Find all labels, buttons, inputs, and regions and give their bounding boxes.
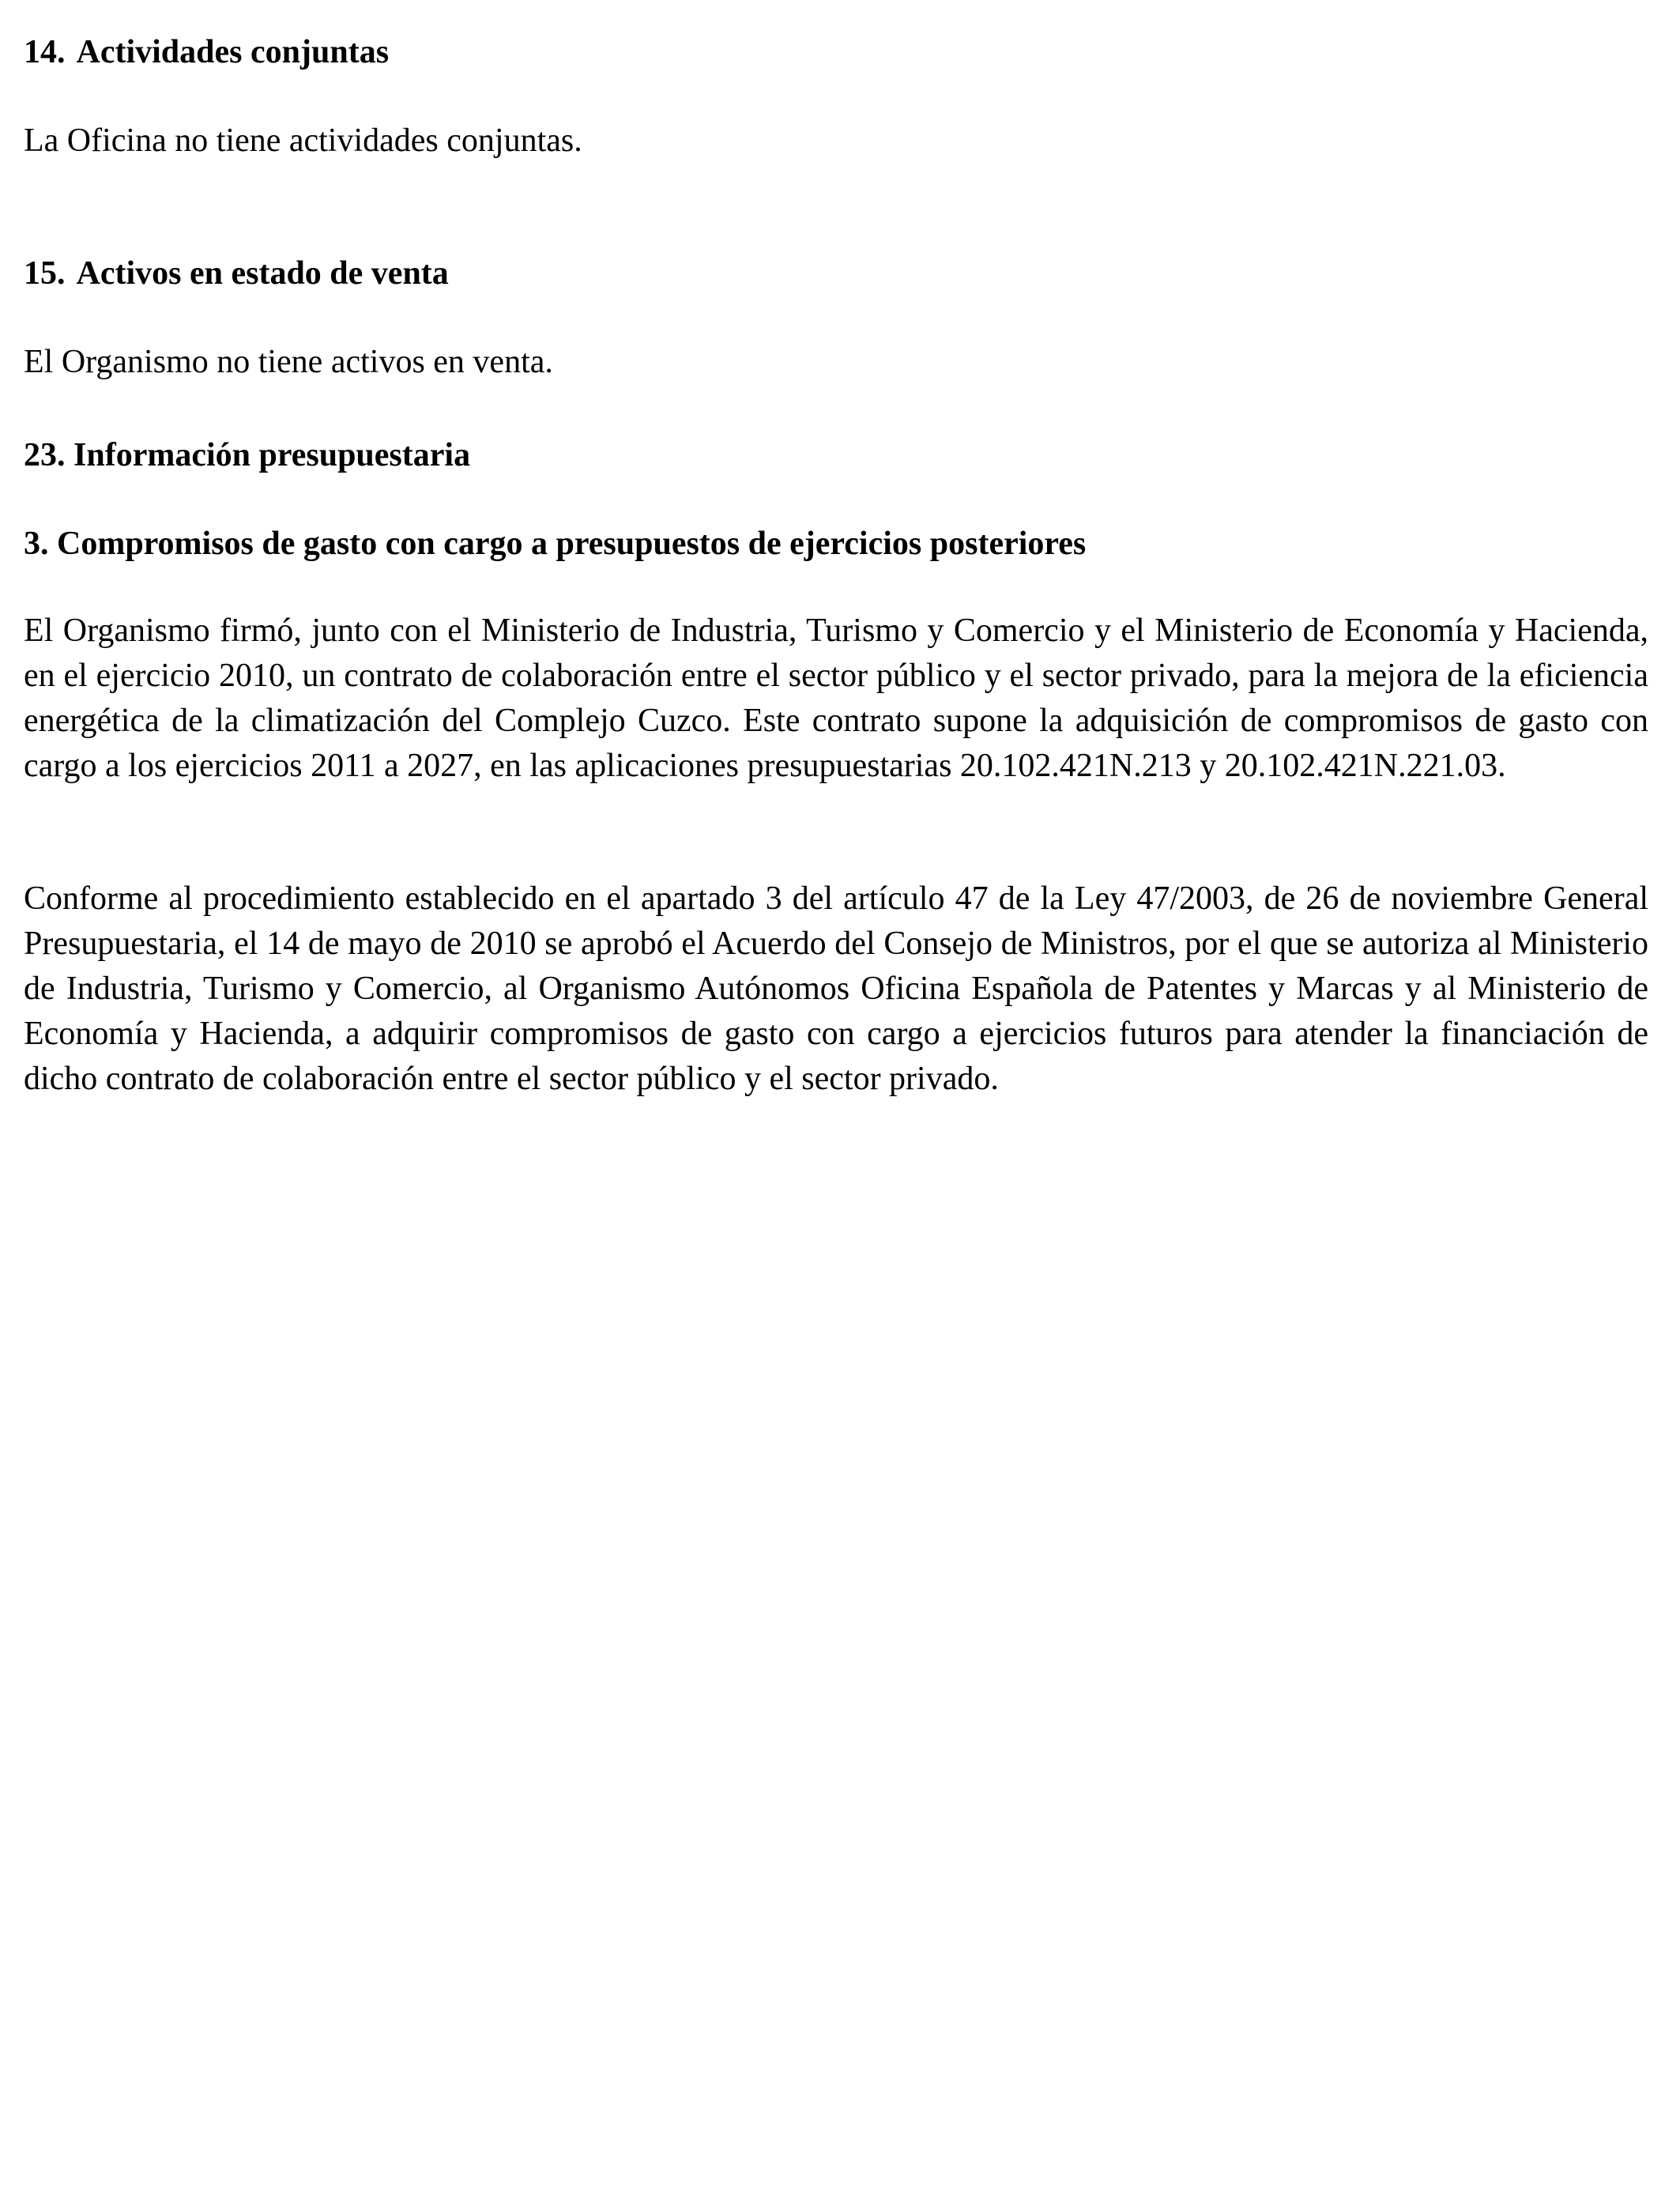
- section-23-heading: 23. Información presupuestaria: [24, 437, 471, 473]
- section-14-number: 14.: [24, 34, 66, 70]
- section-15-heading: [24, 251, 449, 296]
- section-15-number: 15.: [24, 255, 66, 292]
- section-3-paragraph-2: Conforme al procedimiento establecido en el apartado 3 del artículo 47 de la Ley 47/2003, de 26 de noviembre General Presupuestaria, el 14 de mayo de 2010 se aprobó el Acuerdo del Consejo de Ministros, por el que se autoriza al Ministerio de Industria, Turismo y Comercio, al Organismo Autónomos Oficina Española de Patentes y Marcas y al Ministerio de Economía y Hacienda, a adquirir compromisos de gasto con cargo a ejercicios futuros para atender la financiación de dicho contrato de colaboración entre el sector público y el sector privado.: [24, 880, 1648, 1097]
- section-3-paragraph-1: El Organismo firmó, junto con el Ministerio de Industria, Turismo y Comercio y el Ministerio de Economía y Hacienda, en el ejercicio 2010, un contrato de colaboración entre el sector público y el sector privado, para la mejora de la eficiencia energética de la climatización del Complejo Cuzco. Este contrato supone la adquisición de compromisos de gasto con cargo a los ejercicios 2011 a 2027, en las aplicaciones presupuestarias 20.102.421N.213 y 20.102.421N.221.03.: [24, 613, 1648, 784]
- section-14-heading: [24, 30, 389, 74]
- section-15-title: Activos en estado de venta: [76, 255, 449, 292]
- section-14-text: La Oficina no tiene actividades conjuntas.: [24, 123, 582, 159]
- section-3-heading: 3. Compromisos de gasto con cargo a presupuestos de ejercicios posteriores: [24, 526, 1087, 562]
- section-14-title: Actividades conjuntas: [76, 34, 390, 70]
- section-15-text: El Organismo no tiene activos en venta.: [24, 344, 553, 380]
